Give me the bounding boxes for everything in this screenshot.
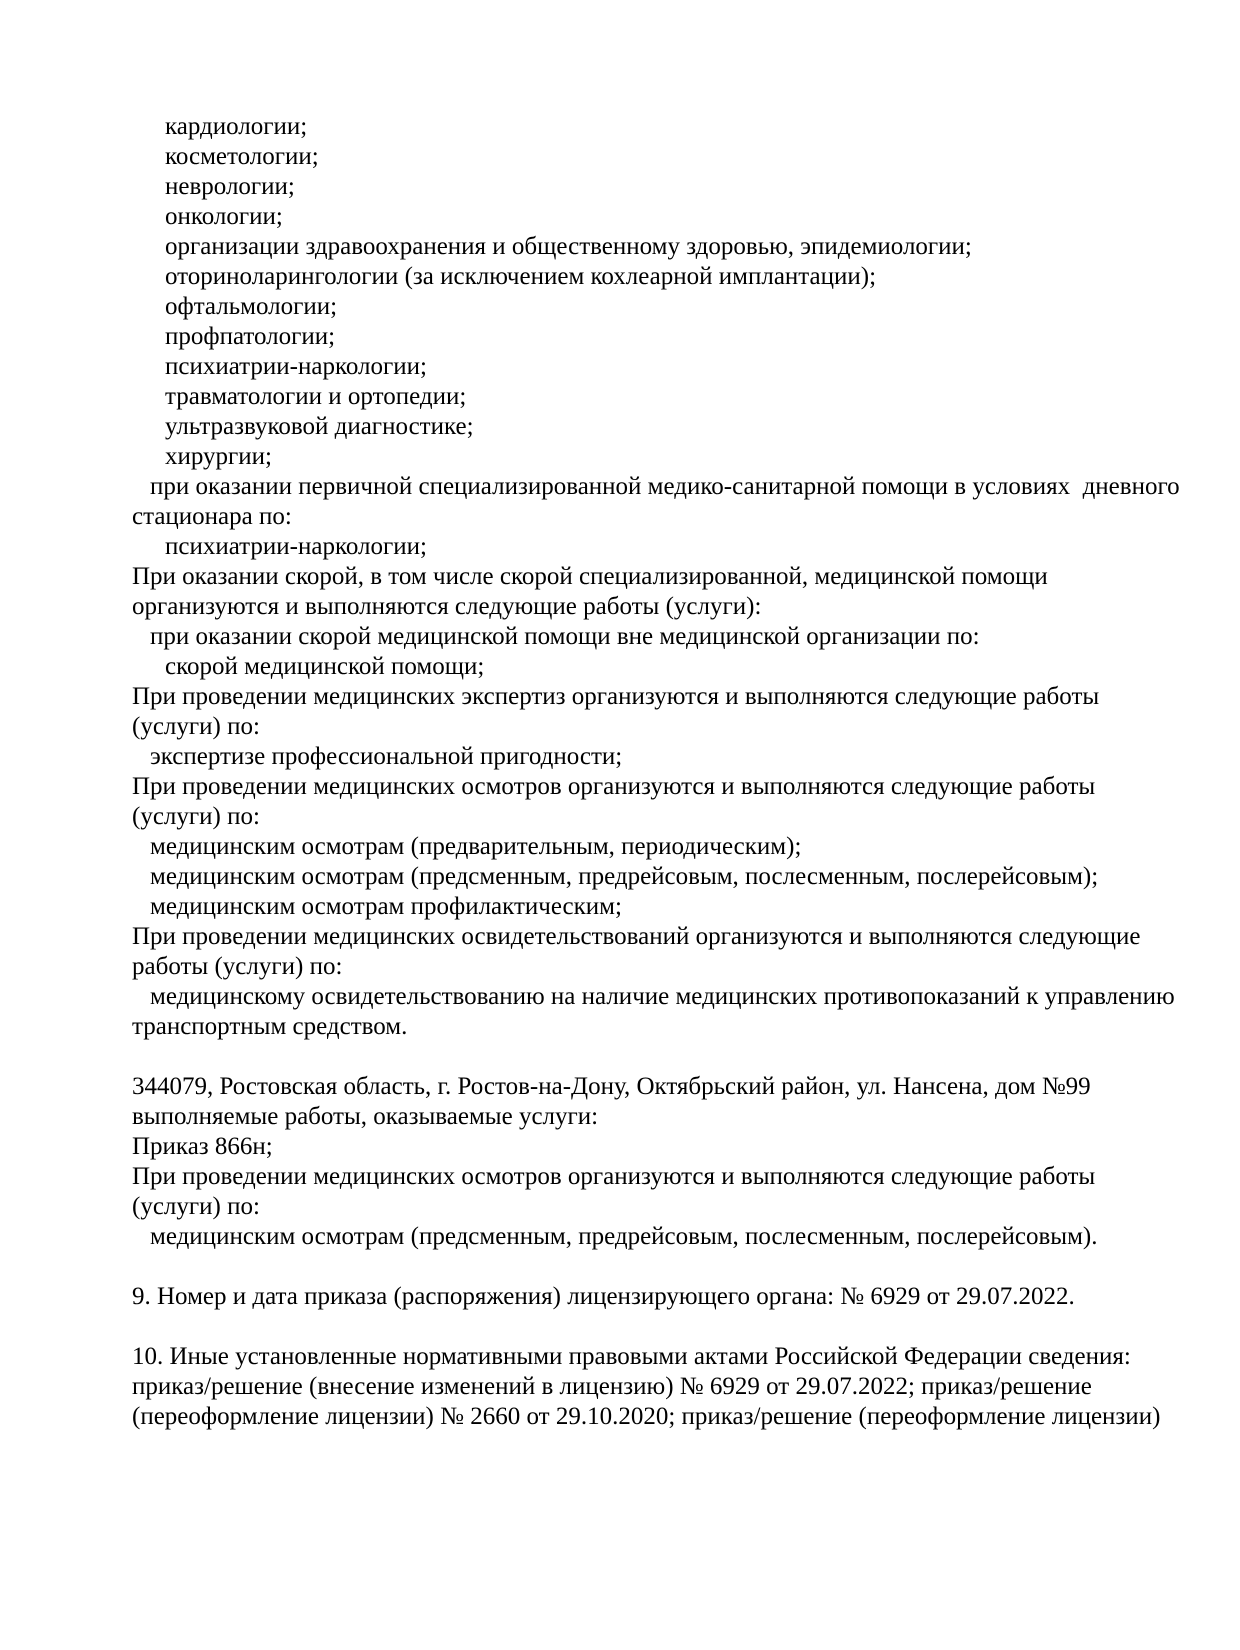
document-line: При проведении медицинских осмотров организуются и выполняются следующие работы <box>132 773 1096 800</box>
document-line: При проведении медицинских освидетельствований организуются и выполняются следующие <box>132 923 1141 950</box>
document-line: (услуги) по: <box>132 803 260 830</box>
document-line: медицинским осмотрам (предварительным, периодическим); <box>150 833 802 860</box>
document-line: кардиологии; <box>165 113 308 140</box>
document-line: транспортным средством. <box>132 1013 408 1040</box>
document-line: скорой медицинской помощи; <box>165 653 485 680</box>
document-line: оториноларингологии (за исключением кохлеарной имплантации); <box>165 263 877 290</box>
document-line: психиатрии-наркологии; <box>165 533 427 560</box>
document-line: 344079, Ростовская область, г. Ростов-на-Дону, Октябрьский район, ул. Нансена, дом №99 <box>132 1073 1091 1100</box>
document-line: при оказании скорой медицинской помощи вне медицинской организации по: <box>150 623 980 650</box>
document-line: (переоформление лицензии) № 2660 от 29.10.2020; приказ/решение (переоформление лицензии) <box>132 1403 1161 1430</box>
document-line: организации здравоохранения и общественному здоровью, эпидемиологии; <box>165 233 972 260</box>
document-line: (услуги) по: <box>132 1193 260 1220</box>
blank-line <box>132 1042 1132 1072</box>
document-line: при оказании первичной специализированной медико-санитарной помощи в условиях дневного <box>150 473 1180 500</box>
document-line: неврологии; <box>165 173 295 200</box>
document-line: офтальмологии; <box>165 293 338 320</box>
document-line: приказ/решение (внесение изменений в лицензию) № 6929 от 29.07.2022; приказ/решение <box>132 1373 1092 1400</box>
document-line: медицинскому освидетельствованию на наличие медицинских противопоказаний к управлению <box>150 983 1175 1010</box>
document-line: стационара по: <box>132 503 292 530</box>
document-line: травматологии и ортопедии; <box>165 383 467 410</box>
document-line: При проведении медицинских экспертиз организуются и выполняются следующие работы <box>132 683 1100 710</box>
document-line: 9. Номер и дата приказа (распоряжения) лицензирующего органа: № 6929 от 29.07.2022. <box>132 1283 1075 1310</box>
document-line: Приказ 866н; <box>132 1133 273 1160</box>
document-line: медицинским осмотрам (предсменным, предрейсовым, послесменным, послерейсовым); <box>150 863 1099 890</box>
document-line: экспертизе профессиональной пригодности; <box>150 743 623 770</box>
document-line: медицинским осмотрам (предсменным, предрейсовым, послесменным, послерейсовым). <box>150 1223 1098 1250</box>
document-line: медицинским осмотрам профилактическим; <box>150 893 622 920</box>
document-line: При оказании скорой, в том числе скорой специализированной, медицинской помощи <box>132 563 1048 590</box>
document-line: 10. Иные установленные нормативными правовыми актами Российской Федерации сведения: <box>132 1343 1131 1370</box>
document-line: профпатологии; <box>165 323 336 350</box>
document-line: работы (услуги) по: <box>132 953 343 980</box>
blank-line <box>132 1312 1132 1342</box>
document-line: косметологии; <box>165 143 319 170</box>
document-line: (услуги) по: <box>132 713 260 740</box>
blank-line <box>132 1252 1132 1282</box>
document-line: выполняемые работы, оказываемые услуги: <box>132 1103 599 1130</box>
document-line: хирургии; <box>165 443 273 470</box>
document-line: психиатрии-наркологии; <box>165 353 427 380</box>
document-line: ультразвуковой диагностике; <box>165 413 474 440</box>
document-line: организуются и выполняются следующие работы (услуги): <box>132 593 762 620</box>
license-text-block <box>132 112 1180 1432</box>
document-line: При проведении медицинских осмотров организуются и выполняются следующие работы <box>132 1163 1096 1190</box>
document-line: онкологии; <box>165 203 283 230</box>
